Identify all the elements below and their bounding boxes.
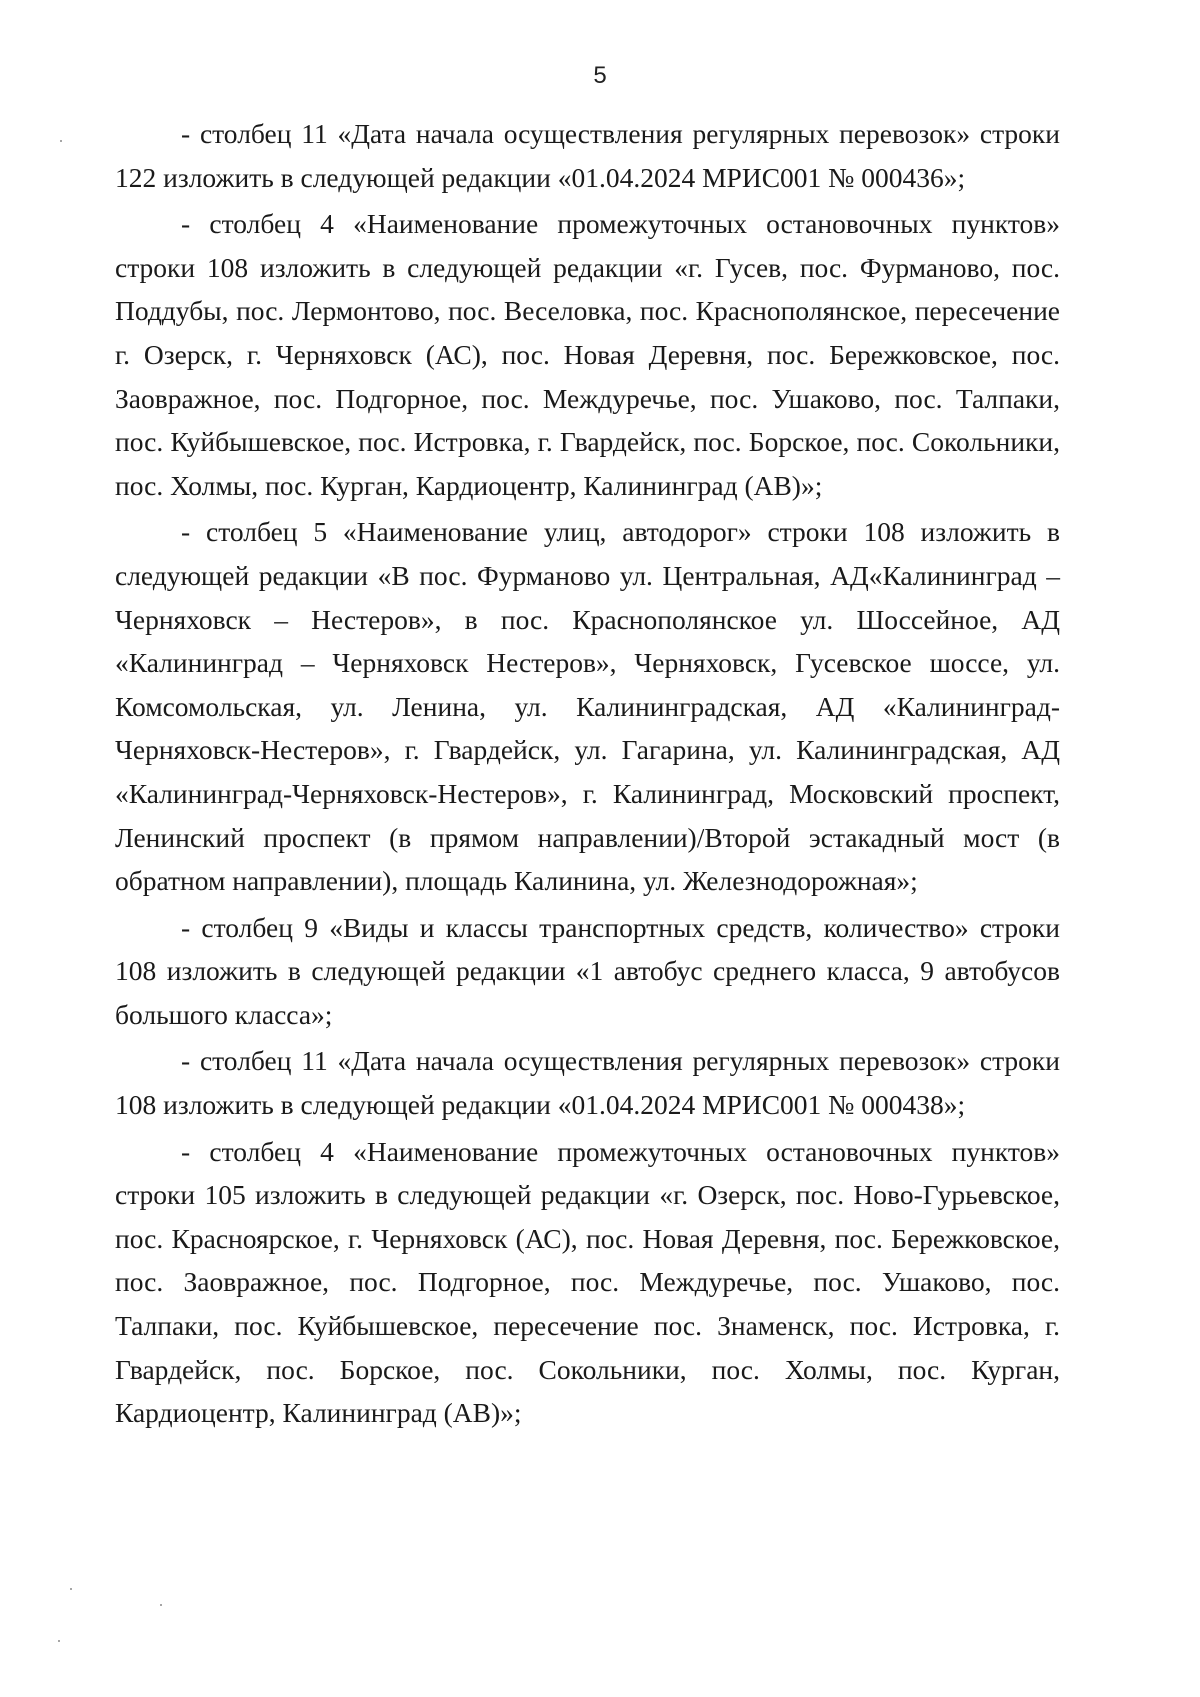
scan-speck	[160, 1604, 162, 1606]
page-number: 5	[593, 62, 607, 89]
scan-speck	[60, 140, 62, 142]
scan-speck	[70, 1588, 72, 1590]
document-body	[115, 112, 1060, 1438]
paragraph-column-4-row-105: - столбец 4 «Наименование промежуточных остановочных пунктов» строки 105 изложить в следующей редакции «г. Озерск, пос. Ново-Гурьевское, пос. Красноярское, г. Черняховск (АС), пос. Новая Деревня, пос. Бережковское, пос. Заовражное, пос. Подгорное, пос. Междуречье, пос. Ушаково, пос. Талпаки, пос. Куйбышевское, пересечение пос. Знаменск, пос. Истровка, г. Гвардейск, пос. Борское, пос. Сокольники, пос. Холмы, пос. Курган, Кардиоцентр, Калининград (АВ)»;	[115, 1135, 1060, 1429]
paragraph-column-9-row-108: - столбец 9 «Виды и классы транспортных средств, количество» строки 108 изложить в следующей редакции «1 автобус среднего класса, 9 автобусов большого класса»;	[115, 911, 1060, 1030]
paragraph-column-11-row-108: - столбец 11 «Дата начала осуществления регулярных перевозок» строки 108 изложить в следующей редакции «01.04.2024 МРИС001 № 000438»;	[115, 1045, 1060, 1121]
paragraph-column-4-row-108: - столбец 4 «Наименование промежуточных остановочных пунктов» строки 108 изложить в следующей редакции «г. Гусев, пос. Фурманово, пос. Поддубы, пос. Лермонтово, пос. Веселовка, пос. Краснополянское, пересечение г. Озерск, г. Черняховск (АС), пос. Новая Деревня, пос. Бережковское, пос. Заовражное, пос. Подгорное, пос. Междуречье, пос. Ушаково, пос. Талпаки, пос. Куйбышевское, пос. Истровка, г. Гвардейск, пос. Борское, пос. Сокольники, пос. Холмы, пос. Курган, Кардиоцентр, Калининград (АВ)»;	[115, 208, 1060, 501]
scan-speck	[58, 1640, 60, 1642]
paragraph-column-11-row-122: - столбец 11 «Дата начала осуществления регулярных перевозок» строки 122 изложить в следующей редакции «01.04.2024 МРИС001 № 000436»;	[115, 118, 1060, 193]
paragraph-column-5-row-108: - столбец 5 «Наименование улиц, автодорог» строки 108 изложить в следующей редакции «В пос. Фурманово ул. Центральная, АД«Калининград – Черняховск – Нестеров», в пос. Краснополянское ул. Шоссейное, АД «Калининград – Черняховск Нестеров», Черняховск, Гусевское шоссе, ул. Комсомольская, ул. Ленина, ул. Калининградская, АД «Калининград-Черняховск-Нестеров», г. Гвардейск, ул. Гагарина, ул. Калининградская, АД «Калининград-Черняховск-Нестеров», г. Калининград, Московский проспект, Ленинский проспект (в прямом направлении)/Второй эстакадный мост (в обратном направлении), площадь Калинина, ул. Железнодорожная»;	[115, 516, 1060, 897]
